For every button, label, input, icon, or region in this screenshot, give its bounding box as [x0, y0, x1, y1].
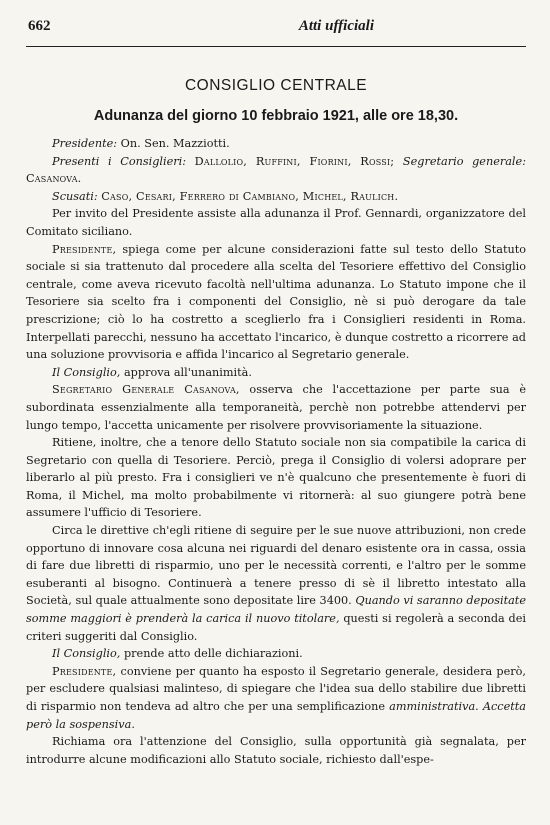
scusati-names: Caso, Cesari, Ferrero di Cambiano, Michel, Raulich. — [101, 189, 399, 203]
paragraph-lead: Segretario Generale Casanova, — [52, 383, 240, 397]
paragraph-text: Per invito del Presidente assiste alla adunanza il Prof. Gennardi, organizzatore del Comitato siciliano. — [26, 207, 526, 238]
paragraph — [26, 205, 526, 240]
segretario-label: Segretario generale: — [402, 154, 526, 168]
meeting-date: Adunanza del giorno 10 febbraio 1921, alle ore 18,30. — [93, 108, 459, 124]
paragraph-text: conviene per quanto ha esposto il Segretario generale, desidera però, per escludere qualsiasi malinteso, di spiegare che l'idea sua dello stabilire due libretti di risparmio non tendeva ad altro che per una semplificazione — [26, 664, 526, 713]
attendance-scusati — [26, 188, 526, 206]
presenti-label: Presenti i Consiglieri: — [52, 154, 187, 168]
presidente-label: Presidente: — [52, 137, 118, 150]
paragraph-tail: questi si regolerà a seconda dei criteri suggeriti dal Consiglio. — [26, 612, 526, 643]
section-title: CONSIGLIO CENTRALE — [184, 77, 368, 94]
segretario-name: Casanova. — [26, 172, 82, 186]
scusati-label: Scusati: — [52, 189, 98, 203]
paragraph-text: approva all'unanimità. — [123, 365, 252, 379]
running-title: Atti ufficiali — [298, 18, 374, 34]
attendance-presidente — [26, 135, 526, 153]
paragraph — [26, 733, 526, 768]
attendance-presenti — [26, 153, 526, 188]
paragraph-italic-tail: amministrativa. Accetta però la sospensiva. — [26, 700, 526, 731]
paragraph-text: spiega come per alcune considerazioni fatte sul testo dello Statuto sociale si sia trattenuto dal procedere alla scelta del Tesoriere effettivo del Consiglio centrale, come aveva ricevuto facoltà nell'ultima adunanza. Lo Statuto impone che il Tesoriere sia scelto fra i componenti del Consiglio, nè si può derogare da tale prescrizione; ciò lo ha costretto a sceglierlo fra i Consiglieri residenti in Roma. Interpellati parecchi, nessuno ha accettato l'incarico, è dunque costretto a ricorrere ad una soluzione provvisoria e affida l'incarico al Segretario generale. — [26, 242, 527, 362]
paragraph — [26, 434, 526, 522]
paragraph — [26, 522, 526, 645]
paragraph-lead: Presidente, — [52, 242, 117, 256]
paragraph — [26, 364, 526, 382]
paragraph-text: prende atto delle dichiarazioni. — [123, 647, 303, 661]
attendance-block — [26, 135, 526, 205]
presenti-names: Dallolio, Ruffini, Fiorini, Rossi; — [194, 154, 395, 168]
paragraph — [26, 645, 526, 663]
presidente-name: On. Sen. Mazziotti. — [120, 137, 230, 150]
paragraph-italic-tail: Quando vi saranno depositate somme maggiori è prenderà la carica il nuovo titolare, — [26, 594, 526, 626]
paragraph-text: osserva che l'accettazione per parte sua è subordinata essenzialmente alla temporaneità, perchè non potrebbe attendervi per lungo tempo, l'accetta unicamente per risolvere provvisoriamente la situazione. — [26, 383, 526, 432]
paragraph-text: Richiama ora l'attenzione del Consiglio, sulla opportunità già segnalata, per introdurre alcune modificazioni allo Statuto sociale, richiesto dall'espe- — [26, 735, 526, 766]
page-number: 662 — [28, 18, 51, 34]
paragraph — [26, 663, 526, 733]
paragraph-text: Circa le direttive ch'egli ritiene di seguire per le sue nuove attribuzioni, non crede opportuno di innovare cosa alcuna nei riguardi del denaro esistente ora in cassa, ossia di fare due libretti di risparmio, uno per le necessità correnti, e l'altro per le somme esuberanti al bisogno. Continuerà a tenere presso di sè il libretto intestato alla Società, sul quale attualmente sono depositate lire 3400. — [26, 524, 526, 608]
paragraph — [26, 381, 526, 434]
paragraph-text: Ritiene, inoltre, che a tenore dello Statuto sociale non sia compatibile la carica di Segretario con quella di Tesoriere. Perciò, prega il Consiglio di volersi adoprare per liberarlo al più presto. Fra i consiglieri ve n'è qualcuno che presentemente è fuori di Roma, il Michel, ma molto probabilmente vi ritornerà: al suo giungere potrà bene assumere l'ufficio di Tesoriere. — [26, 436, 526, 520]
running-header — [26, 18, 526, 47]
paragraph-lead: Il Consiglio, — [52, 365, 121, 379]
minutes-body — [26, 205, 526, 768]
paragraph — [26, 241, 526, 364]
paragraph-lead: Il Consiglio, — [52, 647, 121, 661]
paragraph-lead: Presidente, — [52, 664, 117, 678]
